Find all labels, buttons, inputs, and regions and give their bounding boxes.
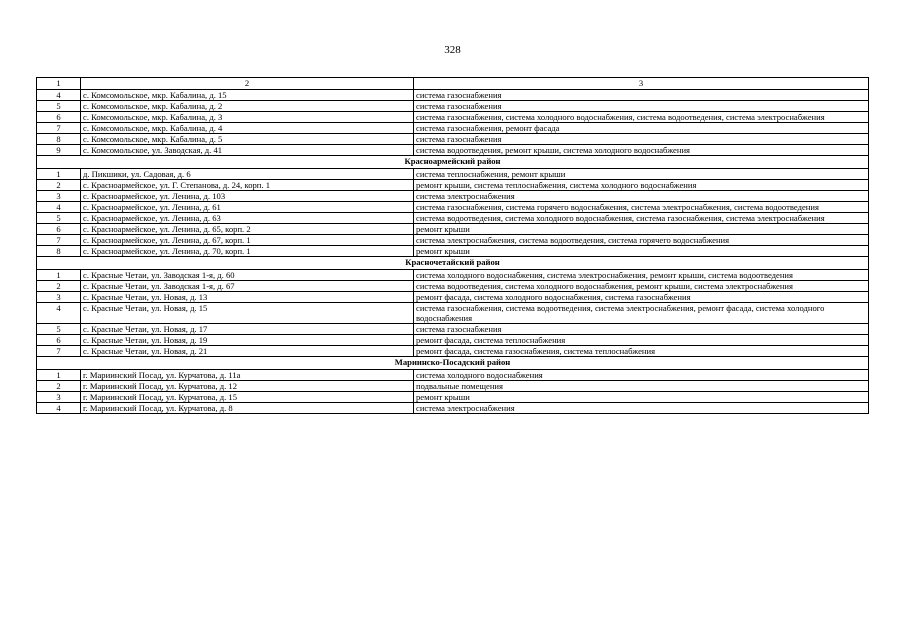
section-heading: Красночетайский район: [37, 257, 869, 270]
works-cell: система теплоснабжения, ремонт крыши: [414, 169, 869, 180]
works-cell: система водоотведения, ремонт крыши, система холодного водоснабжения: [414, 145, 869, 156]
table-row: [37, 324, 869, 335]
address-cell: г. Мариинский Посад, ул. Курчатова, д. 11а: [81, 370, 414, 381]
address-cell: с. Комсомольское, мкр. Кабалина, д. 3: [81, 112, 414, 123]
works-cell: система газоснабжения, ремонт фасада: [414, 123, 869, 134]
row-number-cell: 3: [37, 191, 81, 202]
works-cell: система электроснабжения: [414, 403, 869, 414]
row-number-cell: 1: [37, 270, 81, 281]
row-number-cell: 4: [37, 403, 81, 414]
row-number-cell: 7: [37, 346, 81, 357]
works-cell: система водоотведения, система холодного водоснабжения, система газоснабжения, система электроснабжения: [414, 213, 869, 224]
section-heading-row: [37, 357, 869, 370]
row-number-cell: 6: [37, 224, 81, 235]
works-cell: ремонт фасада, система холодного водоснабжения, система газоснабжения: [414, 292, 869, 303]
works-cell: система газоснабжения, система холодного водоснабжения, система водоотведения, система электроснабжения: [414, 112, 869, 123]
table-row: [37, 246, 869, 257]
row-number-cell: 9: [37, 145, 81, 156]
address-cell: с. Красноармейское, ул. Ленина, д. 103: [81, 191, 414, 202]
address-cell: с. Красноармейское, ул. Ленина, д. 70, корп. 1: [81, 246, 414, 257]
row-number-cell: 3: [37, 392, 81, 403]
works-cell: ремонт фасада, система газоснабжения, система теплоснабжения: [414, 346, 869, 357]
address-cell: с. Красноармейское, ул. Ленина, д. 65, корп. 2: [81, 224, 414, 235]
address-cell: г. Мариинский Посад, ул. Курчатова, д. 8: [81, 403, 414, 414]
address-cell: д. Пикшики, ул. Садовая, д. 6: [81, 169, 414, 180]
table-row: [37, 235, 869, 246]
works-cell: система холодного водоснабжения, система электроснабжения, ремонт крыши, система водоотведения: [414, 270, 869, 281]
works-cell: система газоснабжения, система горячего водоснабжения, система электроснабжения, система водоотведения: [414, 202, 869, 213]
works-cell: ремонт крыши: [414, 246, 869, 257]
address-cell: с. Комсомольское, ул. Заводская, д. 41: [81, 145, 414, 156]
table-row: [37, 123, 869, 134]
works-cell: подвальные помещения: [414, 381, 869, 392]
table-row: [37, 281, 869, 292]
header-cell-address: 2: [81, 78, 414, 90]
works-cell: ремонт крыши: [414, 224, 869, 235]
address-cell: с. Красные Четаи, ул. Заводская 1-я, д. 67: [81, 281, 414, 292]
address-cell: с. Комсомольское, мкр. Кабалина, д. 15: [81, 90, 414, 101]
works-cell: ремонт фасада, система теплоснабжения: [414, 335, 869, 346]
table-row: [37, 403, 869, 414]
row-number-cell: 2: [37, 281, 81, 292]
section-heading-row: [37, 156, 869, 169]
address-cell: с. Комсомольское, мкр. Кабалина, д. 5: [81, 134, 414, 145]
works-table: [36, 77, 869, 414]
works-cell: система газоснабжения, система водоотведения, система электроснабжения, ремонт фасада, система холодного водоснабжения: [414, 303, 869, 324]
works-cell: система газоснабжения: [414, 90, 869, 101]
row-number-cell: 4: [37, 303, 81, 324]
works-cell: система газоснабжения: [414, 324, 869, 335]
address-cell: с. Красноармейское, ул. Ленина, д. 61: [81, 202, 414, 213]
row-number-cell: 2: [37, 180, 81, 191]
table-row: [37, 224, 869, 235]
row-number-cell: 4: [37, 202, 81, 213]
table-row: [37, 90, 869, 101]
works-cell: система электроснабжения, система водоотведения, система горячего водоснабжения: [414, 235, 869, 246]
table-row: [37, 370, 869, 381]
works-cell: система газоснабжения: [414, 134, 869, 145]
works-cell: система холодного водоснабжения: [414, 370, 869, 381]
row-number-cell: 8: [37, 246, 81, 257]
page-number: 328: [444, 44, 461, 56]
address-cell: с. Красные Четаи, ул. Новая, д. 13: [81, 292, 414, 303]
address-cell: с. Красные Четаи, ул. Новая, д. 15: [81, 303, 414, 324]
address-cell: с. Красные Четаи, ул. Новая, д. 19: [81, 335, 414, 346]
table-row: [37, 292, 869, 303]
table-body: [37, 78, 869, 414]
header-cell-number: 1: [37, 78, 81, 90]
table-row: [37, 346, 869, 357]
works-cell: система электроснабжения: [414, 191, 869, 202]
table-header-row: [37, 78, 869, 90]
address-cell: с. Красноармейское, ул. Ленина, д. 67, корп. 1: [81, 235, 414, 246]
address-cell: г. Мариинский Посад, ул. Курчатова, д. 12: [81, 381, 414, 392]
address-cell: с. Комсомольское, мкр. Кабалина, д. 2: [81, 101, 414, 112]
row-number-cell: 7: [37, 123, 81, 134]
address-cell: с. Красные Четаи, ул. Новая, д. 17: [81, 324, 414, 335]
table-row: [37, 335, 869, 346]
table-row: [37, 169, 869, 180]
table-row: [37, 112, 869, 123]
address-cell: с. Красные Четаи, ул. Новая, д. 21: [81, 346, 414, 357]
header-cell-works: 3: [414, 78, 869, 90]
table-row: [37, 101, 869, 112]
row-number-cell: 5: [37, 324, 81, 335]
row-number-cell: 6: [37, 335, 81, 346]
row-number-cell: 1: [37, 370, 81, 381]
table-row: [37, 270, 869, 281]
address-cell: с. Красноармейское, ул. Г. Степанова, д. 24, корп. 1: [81, 180, 414, 191]
table-row: [37, 392, 869, 403]
address-cell: с. Красные Четаи, ул. Заводская 1-я, д. 60: [81, 270, 414, 281]
row-number-cell: 7: [37, 235, 81, 246]
works-cell: система газоснабжения: [414, 101, 869, 112]
section-heading: Красноармейский район: [37, 156, 869, 169]
row-number-cell: 5: [37, 213, 81, 224]
table-row: [37, 134, 869, 145]
row-number-cell: 3: [37, 292, 81, 303]
section-heading-row: [37, 257, 869, 270]
section-heading: Мариинско-Посадский район: [37, 357, 869, 370]
row-number-cell: 6: [37, 112, 81, 123]
table-row: [37, 180, 869, 191]
table-row: [37, 191, 869, 202]
table-row: [37, 381, 869, 392]
table-row: [37, 202, 869, 213]
table-row: [37, 145, 869, 156]
works-cell: ремонт крыши, система теплоснабжения, система холодного водоснабжения: [414, 180, 869, 191]
address-cell: с. Комсомольское, мкр. Кабалина, д. 4: [81, 123, 414, 134]
row-number-cell: 5: [37, 101, 81, 112]
row-number-cell: 8: [37, 134, 81, 145]
address-cell: г. Мариинский Посад, ул. Курчатова, д. 15: [81, 392, 414, 403]
address-cell: с. Красноармейское, ул. Ленина, д. 63: [81, 213, 414, 224]
row-number-cell: 1: [37, 169, 81, 180]
row-number-cell: 4: [37, 90, 81, 101]
table-row: [37, 303, 869, 324]
works-cell: система водоотведения, система холодного водоснабжения, ремонт крыши, система электроснабжения: [414, 281, 869, 292]
table-row: [37, 213, 869, 224]
works-cell: ремонт крыши: [414, 392, 869, 403]
row-number-cell: 2: [37, 381, 81, 392]
